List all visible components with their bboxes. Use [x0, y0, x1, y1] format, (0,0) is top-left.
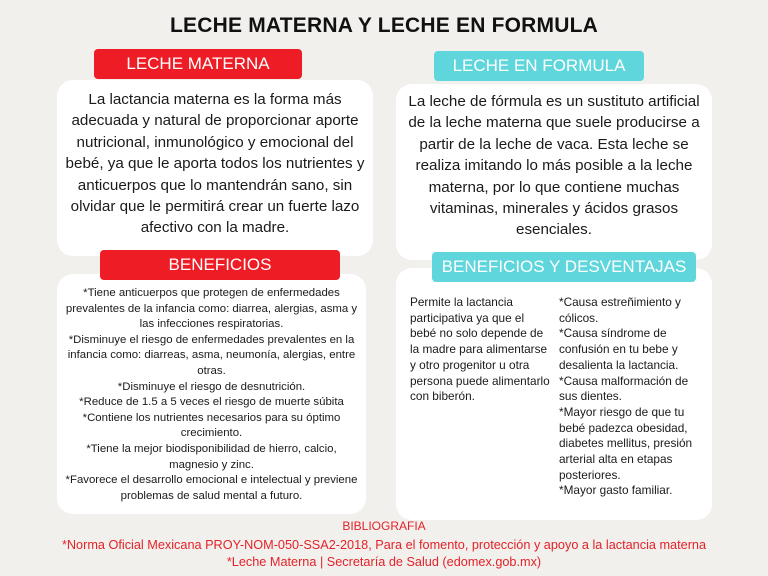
formula-benefit-text: Permite la lactancia participativa ya que el bebé no solo depende de la madre para alimentarse y otro progenitor u otra persona puede alimentarlo con biberón. — [410, 295, 550, 404]
bibliography-heading: BIBLIOGRAFIA — [342, 519, 426, 533]
page-title: LECHE MATERNA Y LECHE EN FORMULA — [170, 14, 598, 37]
benefit-item: *Tiene la mejor biodisponibilidad de hierro, calcio, magnesio y zinc. — [86, 442, 337, 471]
beneficios-desventajas-header: BENEFICIOS Y DESVENTAJAS — [432, 252, 696, 282]
beneficios-header: BENEFICIOS — [100, 250, 340, 280]
benefit-item: *Favorece el desarrollo emocional e intelectual y previene problemas de salud mental a futuro. — [65, 474, 358, 502]
disadvantage-item: *Causa síndrome de confusión en tu bebe y desalienta la lactancia. — [559, 326, 679, 372]
leche-en-formula-description: La leche de fórmula es un sustituto artificial de la leche materna que suele producirse a partir de la leche de vaca. Esta leche se realiza imitando lo más posible a la leche materna, por lo que contiene muchas vitaminas, minerales y ácidos grasos esenciales. — [408, 93, 700, 239]
benefit-item: *Contiene los nutrientes necesarios para su óptimo crecimiento. — [82, 411, 341, 440]
benefit-item: *Tiene anticuerpos que protegen de enfermedades prevalentes de la infancia como: diarrea, alergias, asma y las infecciones respiratorias. — [65, 287, 358, 331]
benefit-item: *Disminuye el riesgo de desnutrición. — [117, 380, 306, 393]
benefit-item: *Reduce de 1.5 a 5 veces el riesgo de muerte súbita — [79, 396, 344, 409]
leche-en-formula-description-card — [396, 84, 712, 260]
formula-disadvantages-column — [559, 295, 707, 499]
disadvantage-item: *Causa malformación de sus dientes. — [559, 373, 689, 404]
disadvantage-item: *Causa estreñimiento y cólicos. — [559, 295, 681, 325]
leche-materna-description-card — [57, 80, 373, 256]
beneficios-desventajas-card — [396, 268, 712, 520]
leche-en-formula-header: LECHE EN FORMULA — [434, 51, 644, 81]
disadvantage-item: *Mayor riesgo de que tu bebé padezca obesidad, diabetes mellitus, presión arterial alta en etapas posteriores. — [559, 404, 693, 482]
leche-materna-header: LECHE MATERNA — [94, 49, 302, 79]
bibliography-ref: *Norma Oficial Mexicana PROY-NOM-050-SSA2-2018, Para el fomento, protección y apoyo a la lactancia materna — [61, 538, 707, 552]
bibliography-ref: *Leche Materna | Secretaría de Salud (edomex.gob.mx) — [226, 555, 542, 569]
benefit-item: *Disminuye el riesgo de enfermedades prevalentes en la infancia como: diarreas, asma, neumonía, alergias, entre otras. — [67, 333, 356, 377]
disadvantage-item: *Mayor gasto familiar. — [559, 483, 673, 498]
beneficios-card — [57, 274, 366, 514]
leche-materna-description: La lactancia materna es la forma más adecuada y natural de proporcionar aporte nutricional, inmunológico y emocional del bebé, ya que le aporta todos los nutrientes y anticuerpos que lo mantendrán sano, sin olvidar que le permitirá crear un fuerte lazo afectivo con la madre. — [65, 91, 365, 237]
formula-benefit-column — [410, 295, 552, 405]
